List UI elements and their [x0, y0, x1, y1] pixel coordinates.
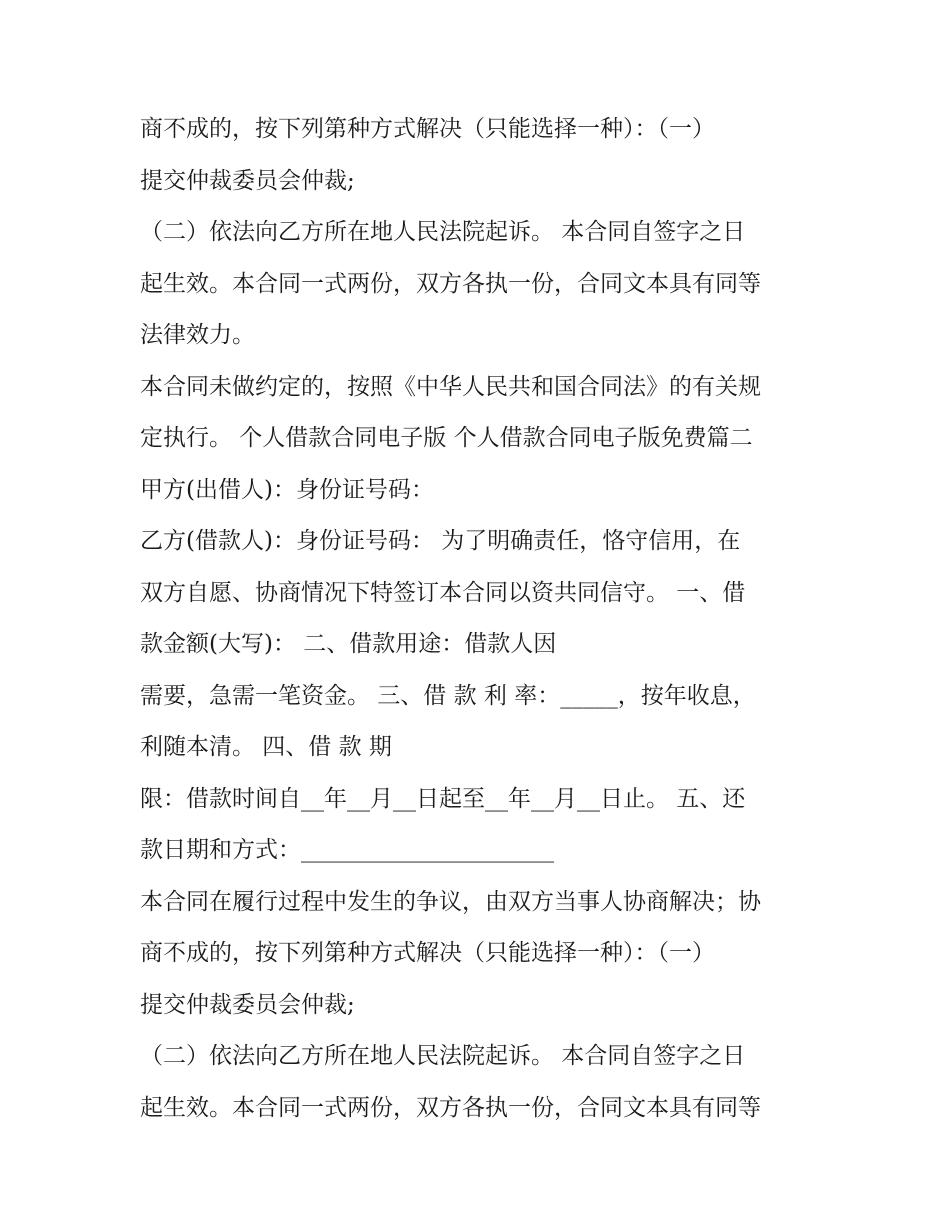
text-line: 提交仲裁委员会仲裁; — [140, 991, 355, 1018]
text-line: （二）依法向乙方所在地人民法院起诉。 本合同自签字之日 — [140, 1043, 746, 1069]
text-line: 起生效。本合同一式两份，双方各执一份，合同文本具有同等 — [140, 1094, 761, 1121]
text-line: 起生效。本合同一式两份，双方各执一份，合同文本具有同等 — [140, 270, 761, 297]
text-line: 本合同在履行过程中发生的争议，由双方当事人协商解决；协 — [140, 888, 761, 915]
text-line: 双方自愿、协商情况下特签订本合同以资共同信守。 一、借 — [140, 579, 746, 606]
text-line: 需要，急需一笔资金。 三、借 款 利 率：_____，按年收息， — [140, 682, 756, 709]
text-line: 定执行。 个人借款合同电子版 个人借款合同电子版免费篇二 — [140, 425, 753, 451]
text-line: 法律效力。 — [140, 322, 255, 348]
text-line: 商不成的，按下列第种方式解决（只能选择一种）：（一） — [140, 116, 715, 142]
text-line: 本合同未做约定的，按照《中华人民共和国合同法》的有关规 — [140, 373, 761, 400]
text-line: 提交仲裁委员会仲裁; — [140, 167, 355, 194]
text-line: （二）依法向乙方所在地人民法院起诉。 本合同自签字之日 — [140, 219, 746, 245]
contract-body-text — [140, 104, 820, 1134]
text-line: 款日期和方式：______________________ — [140, 837, 554, 863]
text-line: 利随本清。 四、借 款 期 — [140, 734, 392, 760]
text-line: 限：借款时间自__年__月__日起至__年__月__日止。 五、还 — [140, 785, 746, 812]
text-line: 甲方(出借人)：身份证号码： — [140, 476, 434, 503]
text-line: 商不成的，按下列第种方式解决（只能选择一种）：（一） — [140, 940, 715, 966]
text-line: 乙方(借款人)：身份证号码： 为了明确责任，恪守信用，在 — [140, 528, 741, 554]
text-line: 款金额(大写)： 二、借款用途：借款人因 — [140, 631, 557, 657]
